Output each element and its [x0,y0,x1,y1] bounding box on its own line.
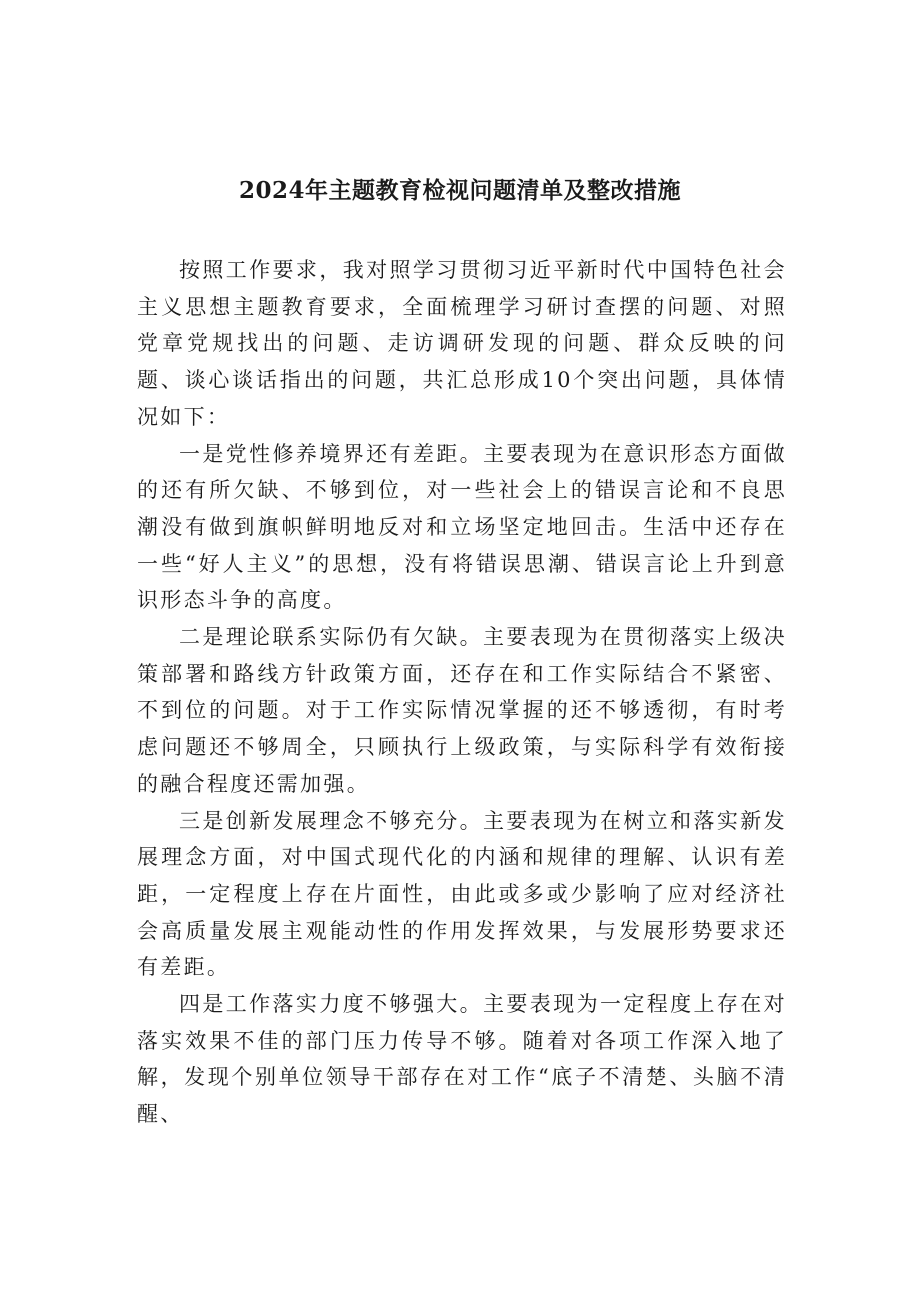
paragraph-issue-3: 三是创新发展理念不够充分。主要表现为在树立和落实新发展理念方面，对中国式现代化的内涵和规律的理解、认识有差距，一定程度上存在片面性，由此或多或少影响了应对经济社会高质量发展主观能动性的作用发挥效果，与发展形势要求还有差距。 [137,808,787,980]
document-body [137,252,787,1133]
paragraph-intro: 按照工作要求，我对照学习贯彻习近平新时代中国特色社会主义思想主题教育要求，全面梳理学习研讨查摆的问题、对照党章党规找出的问题、走访调研发现的问题、群众反映的问题、谈心谈话指出的问题，共汇总形成10个突出问题，具体情况如下： [137,258,787,429]
paragraph-issue-4: 四是工作落实力度不够强大。主要表现为一定程度上存在对落实效果不佳的部门压力传导不够。随着对各项工作深入地了解，发现个别单位领导干部存在对工作“底子不清楚、头脑不清醒、 [137,992,787,1127]
paragraph-issue-2: 二是理论联系实际仍有欠缺。主要表现为在贯彻落实上级决策部署和路线方针政策方面，还存在和工作实际结合不紧密、不到位的问题。对于工作实际情况掌握的还不够透彻，有时考虑问题还不够周全，只顾执行上级政策，与实际科学有效衔接的融合程度还需加强。 [137,625,787,796]
document-title: 2024年主题教育检视问题清单及整改措施 [238,177,681,204]
paragraph-issue-1: 一是党性修养境界还有差距。主要表现为在意识形态方面做的还有所欠缺、不够到位，对一些社会上的错误言论和不良思潮没有做到旗帜鲜明地反对和立场坚定地回击。生活中还存在一些“好人主义”的思想，没有将错误思潮、错误言论上升到意识形态斗争的高度。 [137,441,787,613]
